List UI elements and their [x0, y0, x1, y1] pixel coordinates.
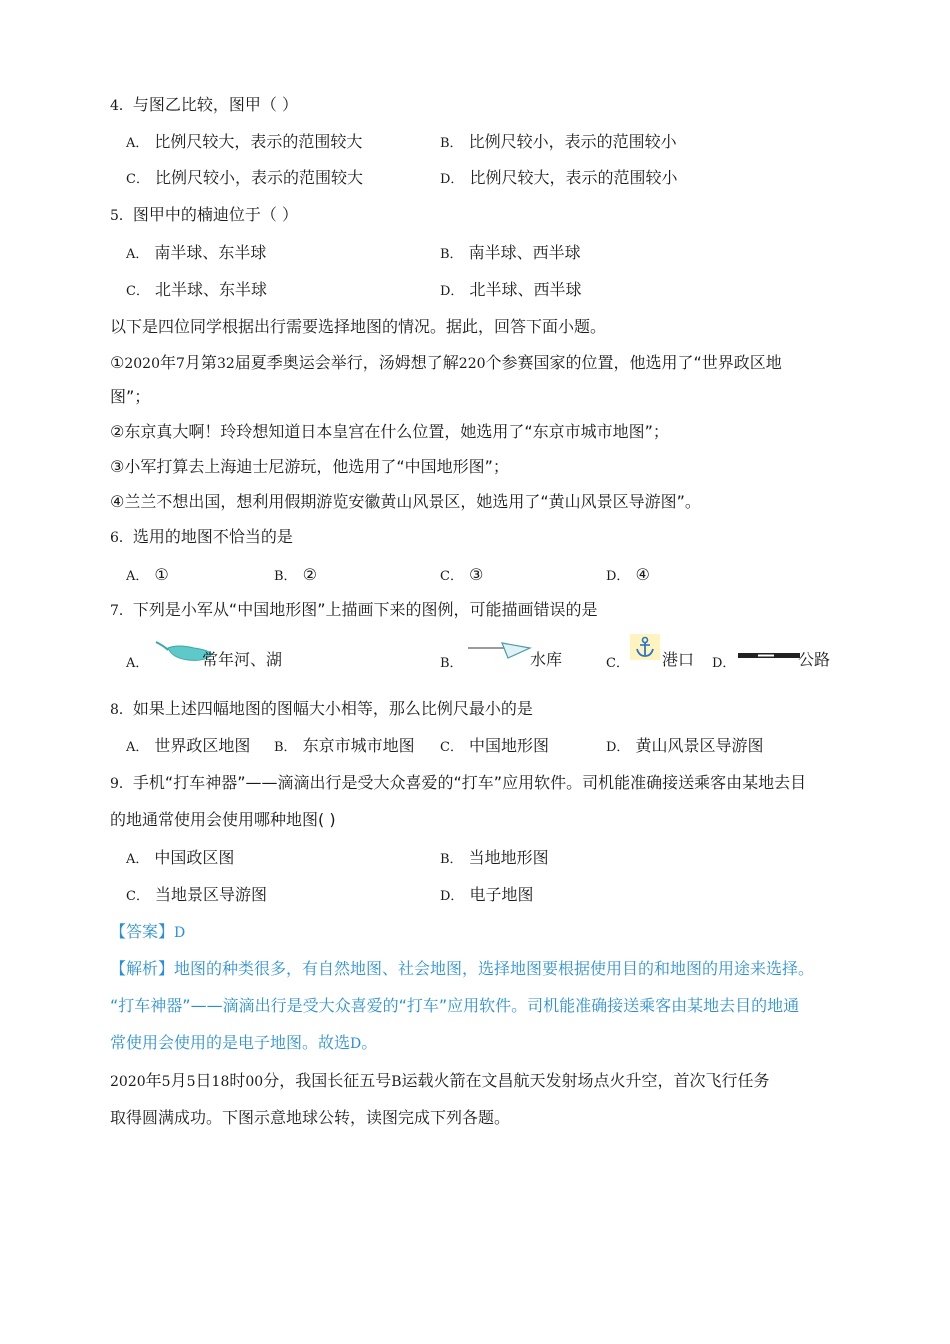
material-item-1: ①2020年7月第32届夏季奥运会举行，汤姆想了解220个参赛国家的位置，他选用了“世界政区地 [110, 353, 782, 372]
option-5c[interactable]: C． 北半球、东半球 [126, 280, 267, 299]
option-9d[interactable]: D． 电子地图 [440, 885, 534, 904]
question-9-options-row-2 [0, 883, 950, 907]
option-7c[interactable]: C． 港口 [606, 636, 706, 676]
next-material-line-1: 2020年5月5日18时00分，我国长征五号B运载火箭在文昌航天发射场点火升空，首次飞行任务 [110, 1071, 770, 1090]
analysis-line-1: 【解析】地图的种类很多，有自然地图、社会地图，选择地图要根据使用目的和地图的用途来选择。 [110, 959, 815, 978]
option-4a[interactable]: A． 比例尺较大，表示的范围较大 [126, 132, 363, 151]
option-9c[interactable]: C． 当地景区导游图 [126, 885, 267, 904]
road-icon [738, 652, 800, 660]
question-6-stem: 6．选用的地图不恰当的是 [110, 527, 293, 546]
option-4c[interactable]: C． 比例尺较小，表示的范围较大 [126, 168, 363, 187]
question-5-options-row-2 [0, 278, 950, 302]
option-6b[interactable]: B． ② [274, 565, 317, 584]
question-4-stem: 4．与图乙比较，图甲（ ） [110, 95, 299, 114]
answer-line: 【答案】D [110, 922, 186, 941]
option-8b[interactable]: B． 东京市城市地图 [274, 736, 415, 755]
question-4-options-row-1 [0, 130, 950, 154]
option-5a[interactable]: A． 南半球、东半球 [126, 243, 267, 262]
option-7a[interactable]: A． 常年河、湖 [126, 636, 326, 676]
option-7b[interactable]: B． 水库 [440, 636, 590, 676]
analysis-line-2: “打车神器”——滴滴出行是受大众喜爱的“打车”应用软件。司机能准确接送乘客由某地去目的地通 [110, 996, 800, 1015]
option-6c[interactable]: C． ③ [440, 565, 484, 584]
question-8-options [0, 734, 950, 758]
anchor-icon [630, 634, 660, 660]
option-9a[interactable]: A． 中国政区图 [126, 848, 235, 867]
option-5b[interactable]: B． 南半球、西半球 [440, 243, 581, 262]
option-9b[interactable]: B． 当地地形图 [440, 848, 549, 867]
question-7-stem: 7．下列是小军从“中国地形图”上描画下来的图例，可能描画错误的是 [110, 600, 598, 619]
material-item-4: ④兰兰不想出国，想利用假期游览安徽黄山风景区，她选用了“黄山风景区导游图”。 [110, 492, 701, 511]
option-6d[interactable]: D． ④ [606, 565, 650, 584]
material-item-1-cont: 图”； [110, 387, 151, 406]
reservoir-icon [468, 640, 532, 660]
question-9-stem: 9．手机“打车神器”——滴滴出行是受大众喜爱的“打车”应用软件。司机能准确接送乘客由某地去目 [110, 773, 807, 792]
option-8c[interactable]: C． 中国地形图 [440, 736, 549, 755]
analysis-line-3: 常使用会使用的是电子地图。故选D。 [110, 1033, 378, 1052]
option-5d[interactable]: D． 北半球、西半球 [440, 280, 582, 299]
material-intro: 以下是四位同学根据出行需要选择地图的情况。据此，回答下面小题。 [110, 317, 607, 336]
material-item-3: ③小军打算去上海迪士尼游玩，他选用了“中国地形图”； [110, 457, 509, 476]
question-9-stem-cont: 的地通常使用会使用哪种地图( ) [110, 810, 336, 829]
material-item-2: ②东京真大啊！玲玲想知道日本皇宫在什么位置，她选用了“东京市城市地图”； [110, 422, 669, 441]
question-6-options [0, 563, 950, 587]
question-5-options-row-1 [0, 241, 950, 265]
option-4d[interactable]: D． 比例尺较大，表示的范围较小 [440, 168, 678, 187]
question-5-stem: 5．图甲中的楠迪位于（ ） [110, 205, 299, 224]
question-4-options-row-2 [0, 166, 950, 190]
option-6a[interactable]: A． ① [126, 565, 169, 584]
option-7d[interactable]: D． 公路 [712, 650, 831, 671]
question-9-options-row-1 [0, 846, 950, 870]
option-4b[interactable]: B． 比例尺较小，表示的范围较小 [440, 132, 677, 151]
next-material-line-2: 取得圆满成功。下图示意地球公转，读图完成下列各题。 [110, 1108, 511, 1127]
option-8a[interactable]: A． 世界政区地图 [126, 736, 251, 755]
question-7-options [0, 636, 950, 676]
option-8d[interactable]: D． 黄山风景区导游图 [606, 736, 764, 755]
question-8-stem: 8．如果上述四幅地图的图幅大小相等，那么比例尺最小的是 [110, 699, 533, 718]
